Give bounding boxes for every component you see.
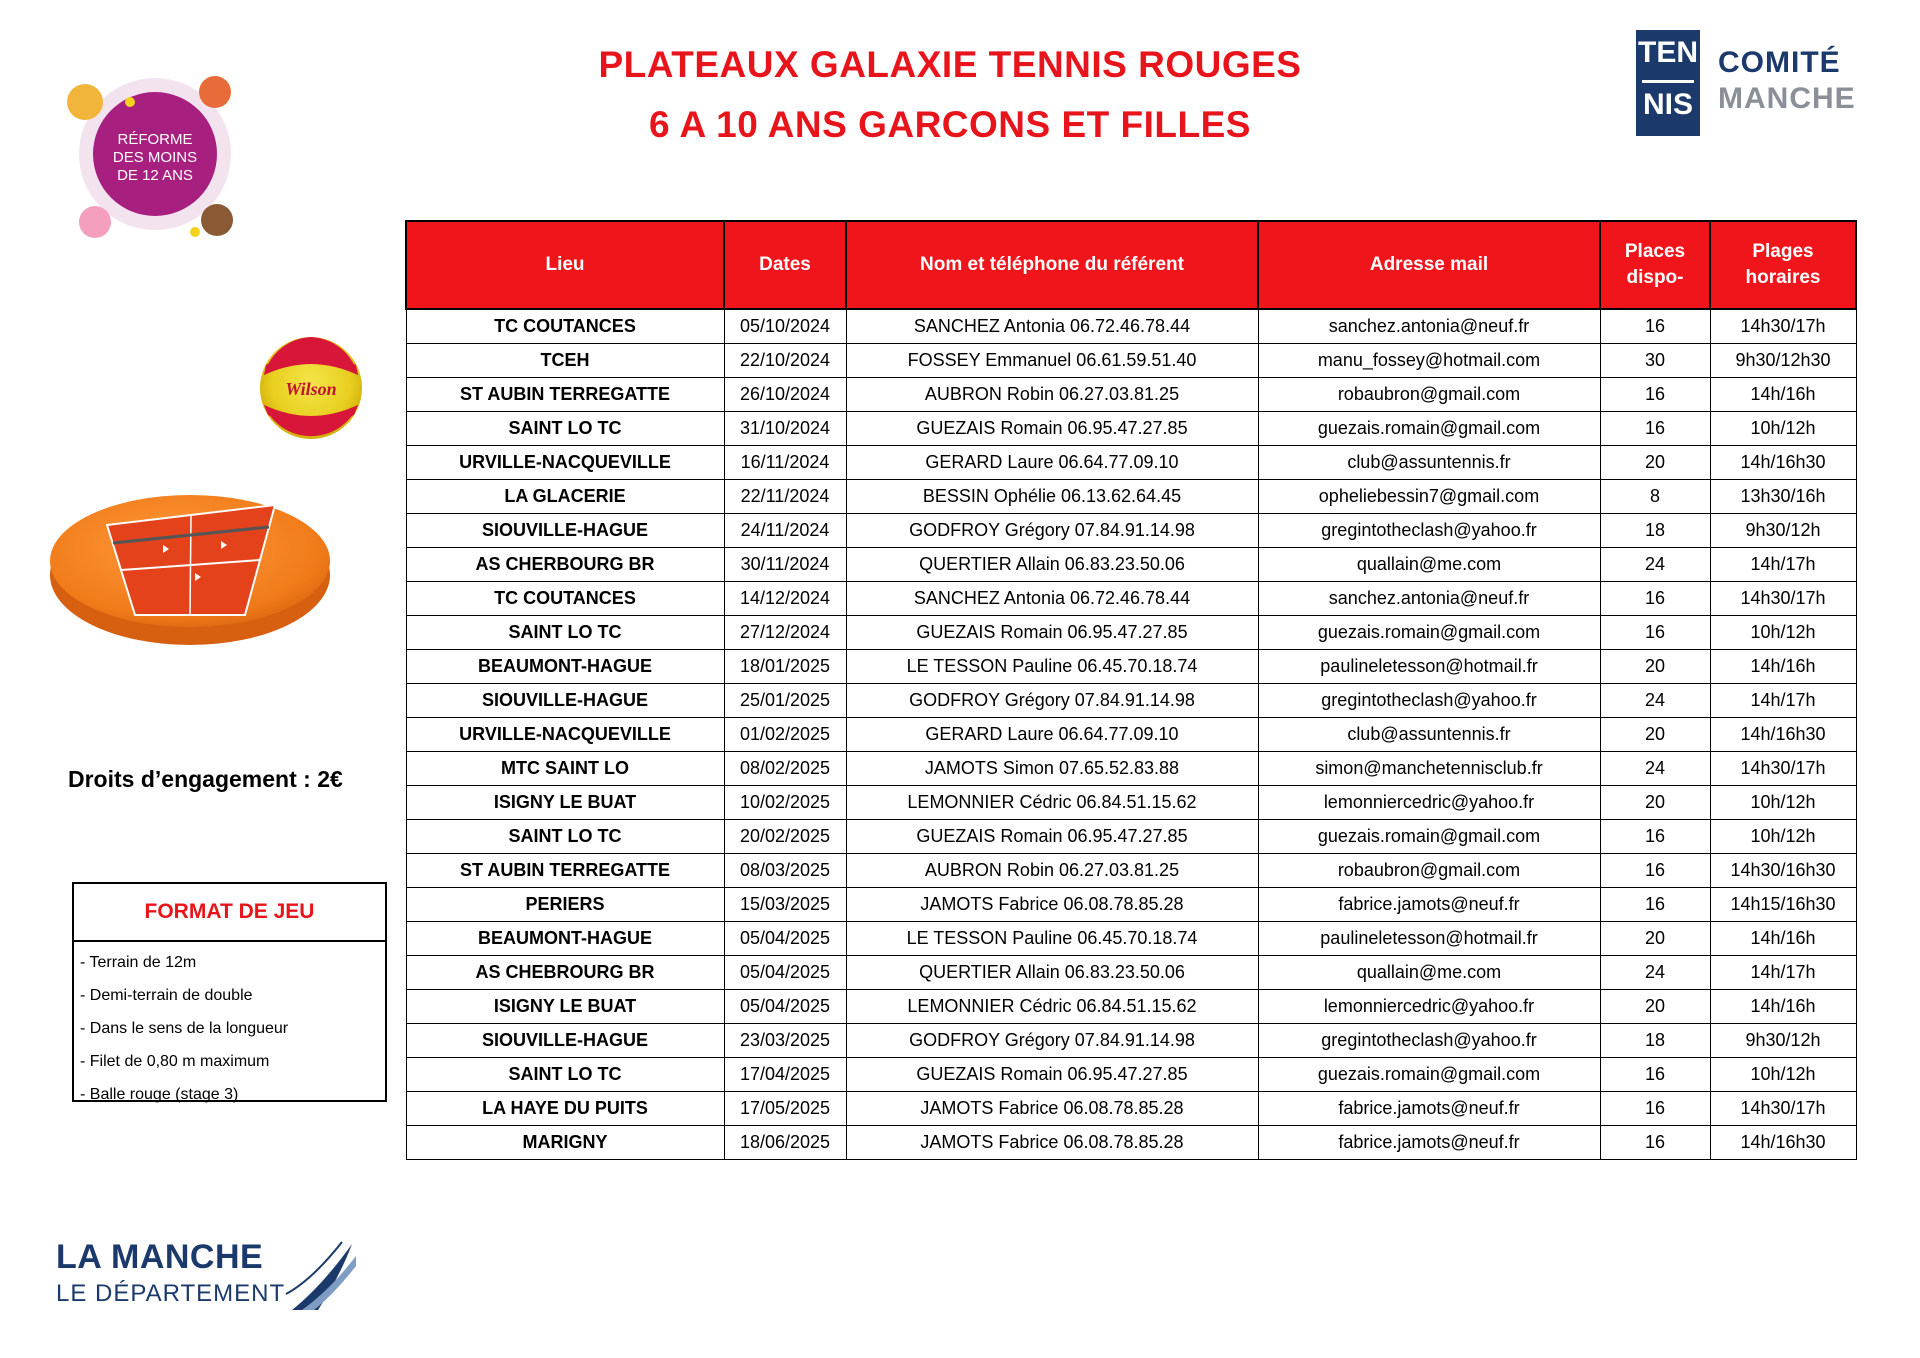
cell-places: 30: [1600, 344, 1710, 378]
cell-places: 16: [1600, 1058, 1710, 1092]
cell-referent: GUEZAIS Romain 06.95.47.27.85: [846, 616, 1258, 650]
col-header-referent: Nom et téléphone du référent: [846, 221, 1258, 309]
cell-date: 22/10/2024: [724, 344, 846, 378]
cell-mail: quallain@me.com: [1258, 548, 1600, 582]
cell-date: 05/04/2025: [724, 956, 846, 990]
table-row: [406, 786, 1856, 820]
cell-referent: JAMOTS Fabrice 06.08.78.85.28: [846, 1092, 1258, 1126]
col-header-mail: Adresse mail: [1258, 221, 1600, 309]
cell-plage: 14h15/16h30: [1710, 888, 1856, 922]
table-row: [406, 956, 1856, 990]
cell-lieu: ISIGNY LE BUAT: [406, 990, 724, 1024]
table-row: [406, 548, 1856, 582]
cell-mail: guezais.romain@gmail.com: [1258, 1058, 1600, 1092]
cell-mail: paulineletesson@hotmail.fr: [1258, 922, 1600, 956]
cell-lieu: SIOUVILLE-HAGUE: [406, 684, 724, 718]
cell-plage: 14h/17h: [1710, 956, 1856, 990]
cell-lieu: BEAUMONT-HAGUE: [406, 650, 724, 684]
cell-plage: 14h/16h30: [1710, 446, 1856, 480]
table-row: [406, 820, 1856, 854]
cell-lieu: SIOUVILLE-HAGUE: [406, 1024, 724, 1058]
cell-places: 16: [1600, 820, 1710, 854]
cell-referent: LEMONNIER Cédric 06.84.51.15.62: [846, 990, 1258, 1024]
format-item: - Terrain de 12m: [80, 954, 197, 971]
cell-plage: 10h/12h: [1710, 616, 1856, 650]
cell-mail: fabrice.jamots@neuf.fr: [1258, 1126, 1600, 1160]
table-row: [406, 1126, 1856, 1160]
table-header-row: [406, 221, 1856, 309]
cell-mail: guezais.romain@gmail.com: [1258, 820, 1600, 854]
cell-places: 8: [1600, 480, 1710, 514]
cell-referent: JAMOTS Simon 07.65.52.83.88: [846, 752, 1258, 786]
cell-plage: 10h/12h: [1710, 786, 1856, 820]
format-de-jeu-box: [72, 882, 387, 1102]
cell-plage: 14h/17h: [1710, 548, 1856, 582]
table-row: [406, 480, 1856, 514]
cell-referent: GODFROY Grégory 07.84.91.14.98: [846, 684, 1258, 718]
cell-plage: 14h30/17h: [1710, 752, 1856, 786]
tennis-ball-icon: [258, 335, 364, 441]
cell-date: 05/04/2025: [724, 922, 846, 956]
cell-date: 27/12/2024: [724, 616, 846, 650]
cell-referent: SANCHEZ Antonia 06.72.46.78.44: [846, 309, 1258, 344]
cell-places: 16: [1600, 378, 1710, 412]
cell-places: 24: [1600, 752, 1710, 786]
cell-lieu: LA GLACERIE: [406, 480, 724, 514]
cell-lieu: URVILLE-NACQUEVILLE: [406, 446, 724, 480]
cell-places: 18: [1600, 1024, 1710, 1058]
mini-court-illustration: [45, 465, 335, 665]
cell-referent: LE TESSON Pauline 06.45.70.18.74: [846, 922, 1258, 956]
col-header-dates: Dates: [724, 221, 846, 309]
table-row: [406, 309, 1856, 344]
col-header-places: Places dispo-: [1600, 221, 1710, 309]
cell-mail: lemonniercedric@yahoo.fr: [1258, 786, 1600, 820]
format-title: FORMAT DE JEU: [74, 884, 385, 942]
table-row: [406, 514, 1856, 548]
cell-referent: LEMONNIER Cédric 06.84.51.15.62: [846, 786, 1258, 820]
cell-date: 31/10/2024: [724, 412, 846, 446]
departement-subtitle: LE DÉPARTEMENT: [56, 1280, 286, 1307]
page-title: PLATEAUX GALAXIE TENNIS ROUGES: [598, 44, 1302, 85]
la-manche-departement-logo: [56, 1236, 376, 1316]
cell-date: 24/11/2024: [724, 514, 846, 548]
cell-lieu: TC COUTANCES: [406, 309, 724, 344]
table-row: [406, 1092, 1856, 1126]
cell-lieu: SAINT LO TC: [406, 616, 724, 650]
cell-mail: simon@manchetennisclub.fr: [1258, 752, 1600, 786]
cell-plage: 14h/16h30: [1710, 1126, 1856, 1160]
cell-plage: 14h/16h30: [1710, 718, 1856, 752]
cell-date: 05/10/2024: [724, 309, 846, 344]
cell-places: 20: [1600, 786, 1710, 820]
table-row: [406, 616, 1856, 650]
cell-date: 23/03/2025: [724, 1024, 846, 1058]
cell-date: 10/02/2025: [724, 786, 846, 820]
cell-places: 20: [1600, 650, 1710, 684]
tennis-box: TEN NIS: [1636, 30, 1700, 136]
cell-referent: GERARD Laure 06.64.77.09.10: [846, 446, 1258, 480]
cell-places: 16: [1600, 582, 1710, 616]
format-item: - Dans le sens de la longueur: [80, 1020, 289, 1037]
cell-date: 08/03/2025: [724, 854, 846, 888]
table-row: [406, 752, 1856, 786]
cell-mail: robaubron@gmail.com: [1258, 854, 1600, 888]
cell-plage: 14h/16h: [1710, 378, 1856, 412]
cell-plage: 14h/17h: [1710, 684, 1856, 718]
cell-places: 16: [1600, 309, 1710, 344]
cell-mail: guezais.romain@gmail.com: [1258, 412, 1600, 446]
cell-date: 18/06/2025: [724, 1126, 846, 1160]
table-row: [406, 344, 1856, 378]
table-row: [406, 412, 1856, 446]
cell-date: 17/04/2025: [724, 1058, 846, 1092]
cell-places: 20: [1600, 990, 1710, 1024]
cell-lieu: AS CHERBOURG BR: [406, 548, 724, 582]
table-row: [406, 922, 1856, 956]
cell-mail: paulineletesson@hotmail.fr: [1258, 650, 1600, 684]
schedule-table: [405, 220, 1857, 1160]
cell-lieu: SAINT LO TC: [406, 820, 724, 854]
cell-mail: club@assuntennis.fr: [1258, 446, 1600, 480]
cell-plage: 10h/12h: [1710, 1058, 1856, 1092]
table-row: [406, 718, 1856, 752]
cell-lieu: ST AUBIN TERREGATTE: [406, 854, 724, 888]
cell-lieu: ISIGNY LE BUAT: [406, 786, 724, 820]
cell-date: 25/01/2025: [724, 684, 846, 718]
cell-referent: GODFROY Grégory 07.84.91.14.98: [846, 1024, 1258, 1058]
cell-places: 20: [1600, 718, 1710, 752]
cell-places: 20: [1600, 446, 1710, 480]
reform-badge-logo: [55, 62, 255, 252]
cell-mail: robaubron@gmail.com: [1258, 378, 1600, 412]
table-row: [406, 854, 1856, 888]
cell-referent: GUEZAIS Romain 06.95.47.27.85: [846, 412, 1258, 446]
cell-mail: sanchez.antonia@neuf.fr: [1258, 309, 1600, 344]
table-row: [406, 650, 1856, 684]
svg-text:DE 12 ANS: DE 12 ANS: [117, 167, 193, 184]
entry-fee: Droits d’engagement : 2€: [68, 766, 343, 792]
table-row: [406, 446, 1856, 480]
format-list: [74, 942, 385, 1111]
cell-lieu: LA HAYE DU PUITS: [406, 1092, 724, 1126]
cell-mail: fabrice.jamots@neuf.fr: [1258, 888, 1600, 922]
cell-date: 14/12/2024: [724, 582, 846, 616]
cell-lieu: PERIERS: [406, 888, 724, 922]
cell-referent: BESSIN Ophélie 06.13.62.64.45: [846, 480, 1258, 514]
cell-date: 17/05/2025: [724, 1092, 846, 1126]
page-subtitle: 6 A 10 ANS GARCONS ET FILLES: [649, 104, 1251, 145]
cell-places: 24: [1600, 956, 1710, 990]
cell-places: 16: [1600, 1126, 1710, 1160]
cell-mail: gregintotheclash@yahoo.fr: [1258, 684, 1600, 718]
col-header-plages: Plages horaires: [1710, 221, 1856, 309]
cell-lieu: TC COUTANCES: [406, 582, 724, 616]
cell-lieu: TCEH: [406, 344, 724, 378]
cell-plage: 14h30/17h: [1710, 1092, 1856, 1126]
cell-lieu: SAINT LO TC: [406, 1058, 724, 1092]
cell-places: 20: [1600, 922, 1710, 956]
cell-lieu: SIOUVILLE-HAGUE: [406, 514, 724, 548]
cell-referent: AUBRON Robin 06.27.03.81.25: [846, 854, 1258, 888]
cell-referent: JAMOTS Fabrice 06.08.78.85.28: [846, 1126, 1258, 1160]
table-row: [406, 990, 1856, 1024]
table-row: [406, 684, 1856, 718]
cell-lieu: MARIGNY: [406, 1126, 724, 1160]
cell-places: 16: [1600, 854, 1710, 888]
comite-label: COMITÉ: [1718, 46, 1841, 79]
cell-lieu: BEAUMONT-HAGUE: [406, 922, 724, 956]
cell-places: 16: [1600, 412, 1710, 446]
cell-places: 16: [1600, 1092, 1710, 1126]
cell-lieu: MTC SAINT LO: [406, 752, 724, 786]
cell-referent: FOSSEY Emmanuel 06.61.59.51.40: [846, 344, 1258, 378]
table-row: [406, 582, 1856, 616]
cell-mail: gregintotheclash@yahoo.fr: [1258, 1024, 1600, 1058]
table-row: [406, 378, 1856, 412]
svg-text:RÉFORME: RÉFORME: [117, 131, 193, 148]
comite-manche-logo: [1636, 30, 1896, 140]
cell-places: 24: [1600, 548, 1710, 582]
cell-date: 05/04/2025: [724, 990, 846, 1024]
table-row: [406, 888, 1856, 922]
cell-lieu: SAINT LO TC: [406, 412, 724, 446]
cell-date: 15/03/2025: [724, 888, 846, 922]
cell-referent: AUBRON Robin 06.27.03.81.25: [846, 378, 1258, 412]
departement-name: LA MANCHE: [56, 1238, 264, 1276]
format-item: - Demi-terrain de double: [80, 987, 253, 1004]
cell-mail: opheliebessin7@gmail.com: [1258, 480, 1600, 514]
cell-mail: fabrice.jamots@neuf.fr: [1258, 1092, 1600, 1126]
cell-date: 08/02/2025: [724, 752, 846, 786]
manche-label: MANCHE: [1718, 82, 1856, 115]
cell-lieu: ST AUBIN TERREGATTE: [406, 378, 724, 412]
svg-text:DES MOINS: DES MOINS: [112, 149, 198, 166]
cell-plage: 14h30/16h30: [1710, 854, 1856, 888]
cell-places: 24: [1600, 684, 1710, 718]
cell-plage: 14h30/17h: [1710, 309, 1856, 344]
cell-plage: 14h30/17h: [1710, 582, 1856, 616]
cell-plage: 14h/16h: [1710, 990, 1856, 1024]
cell-plage: 14h/16h: [1710, 922, 1856, 956]
col-header-lieu: Lieu: [406, 221, 724, 309]
cell-plage: 9h30/12h: [1710, 514, 1856, 548]
cell-date: 22/11/2024: [724, 480, 846, 514]
cell-referent: GODFROY Grégory 07.84.91.14.98: [846, 514, 1258, 548]
cell-date: 20/02/2025: [724, 820, 846, 854]
cell-referent: JAMOTS Fabrice 06.08.78.85.28: [846, 888, 1258, 922]
cell-places: 18: [1600, 514, 1710, 548]
cell-plage: 9h30/12h: [1710, 1024, 1856, 1058]
cell-plage: 13h30/16h: [1710, 480, 1856, 514]
cell-referent: QUERTIER Allain 06.83.23.50.06: [846, 956, 1258, 990]
format-item: - Balle rouge (stage 3): [80, 1086, 239, 1103]
cell-date: 01/02/2025: [724, 718, 846, 752]
table-row: [406, 1024, 1856, 1058]
cell-mail: quallain@me.com: [1258, 956, 1600, 990]
cell-date: 16/11/2024: [724, 446, 846, 480]
table-row: [406, 1058, 1856, 1092]
cell-referent: GUEZAIS Romain 06.95.47.27.85: [846, 820, 1258, 854]
cell-mail: sanchez.antonia@neuf.fr: [1258, 582, 1600, 616]
sail-icon: [282, 1236, 362, 1312]
cell-places: 16: [1600, 888, 1710, 922]
cell-plage: 14h/16h: [1710, 650, 1856, 684]
cell-lieu: AS CHEBROURG BR: [406, 956, 724, 990]
cell-date: 18/01/2025: [724, 650, 846, 684]
cell-mail: lemonniercedric@yahoo.fr: [1258, 990, 1600, 1024]
cell-lieu: URVILLE-NACQUEVILLE: [406, 718, 724, 752]
cell-mail: gregintotheclash@yahoo.fr: [1258, 514, 1600, 548]
cell-mail: manu_fossey@hotmail.com: [1258, 344, 1600, 378]
cell-referent: LE TESSON Pauline 06.45.70.18.74: [846, 650, 1258, 684]
cell-referent: QUERTIER Allain 06.83.23.50.06: [846, 548, 1258, 582]
cell-referent: SANCHEZ Antonia 06.72.46.78.44: [846, 582, 1258, 616]
cell-referent: GERARD Laure 06.64.77.09.10: [846, 718, 1258, 752]
cell-places: 16: [1600, 616, 1710, 650]
cell-referent: GUEZAIS Romain 06.95.47.27.85: [846, 1058, 1258, 1092]
cell-plage: 10h/12h: [1710, 820, 1856, 854]
cell-date: 26/10/2024: [724, 378, 846, 412]
cell-plage: 9h30/12h30: [1710, 344, 1856, 378]
cell-mail: club@assuntennis.fr: [1258, 718, 1600, 752]
format-item: - Filet de 0,80 m maximum: [80, 1053, 270, 1070]
cell-plage: 10h/12h: [1710, 412, 1856, 446]
cell-mail: guezais.romain@gmail.com: [1258, 616, 1600, 650]
cell-date: 30/11/2024: [724, 548, 846, 582]
svg-text:Wilson: Wilson: [285, 379, 337, 399]
